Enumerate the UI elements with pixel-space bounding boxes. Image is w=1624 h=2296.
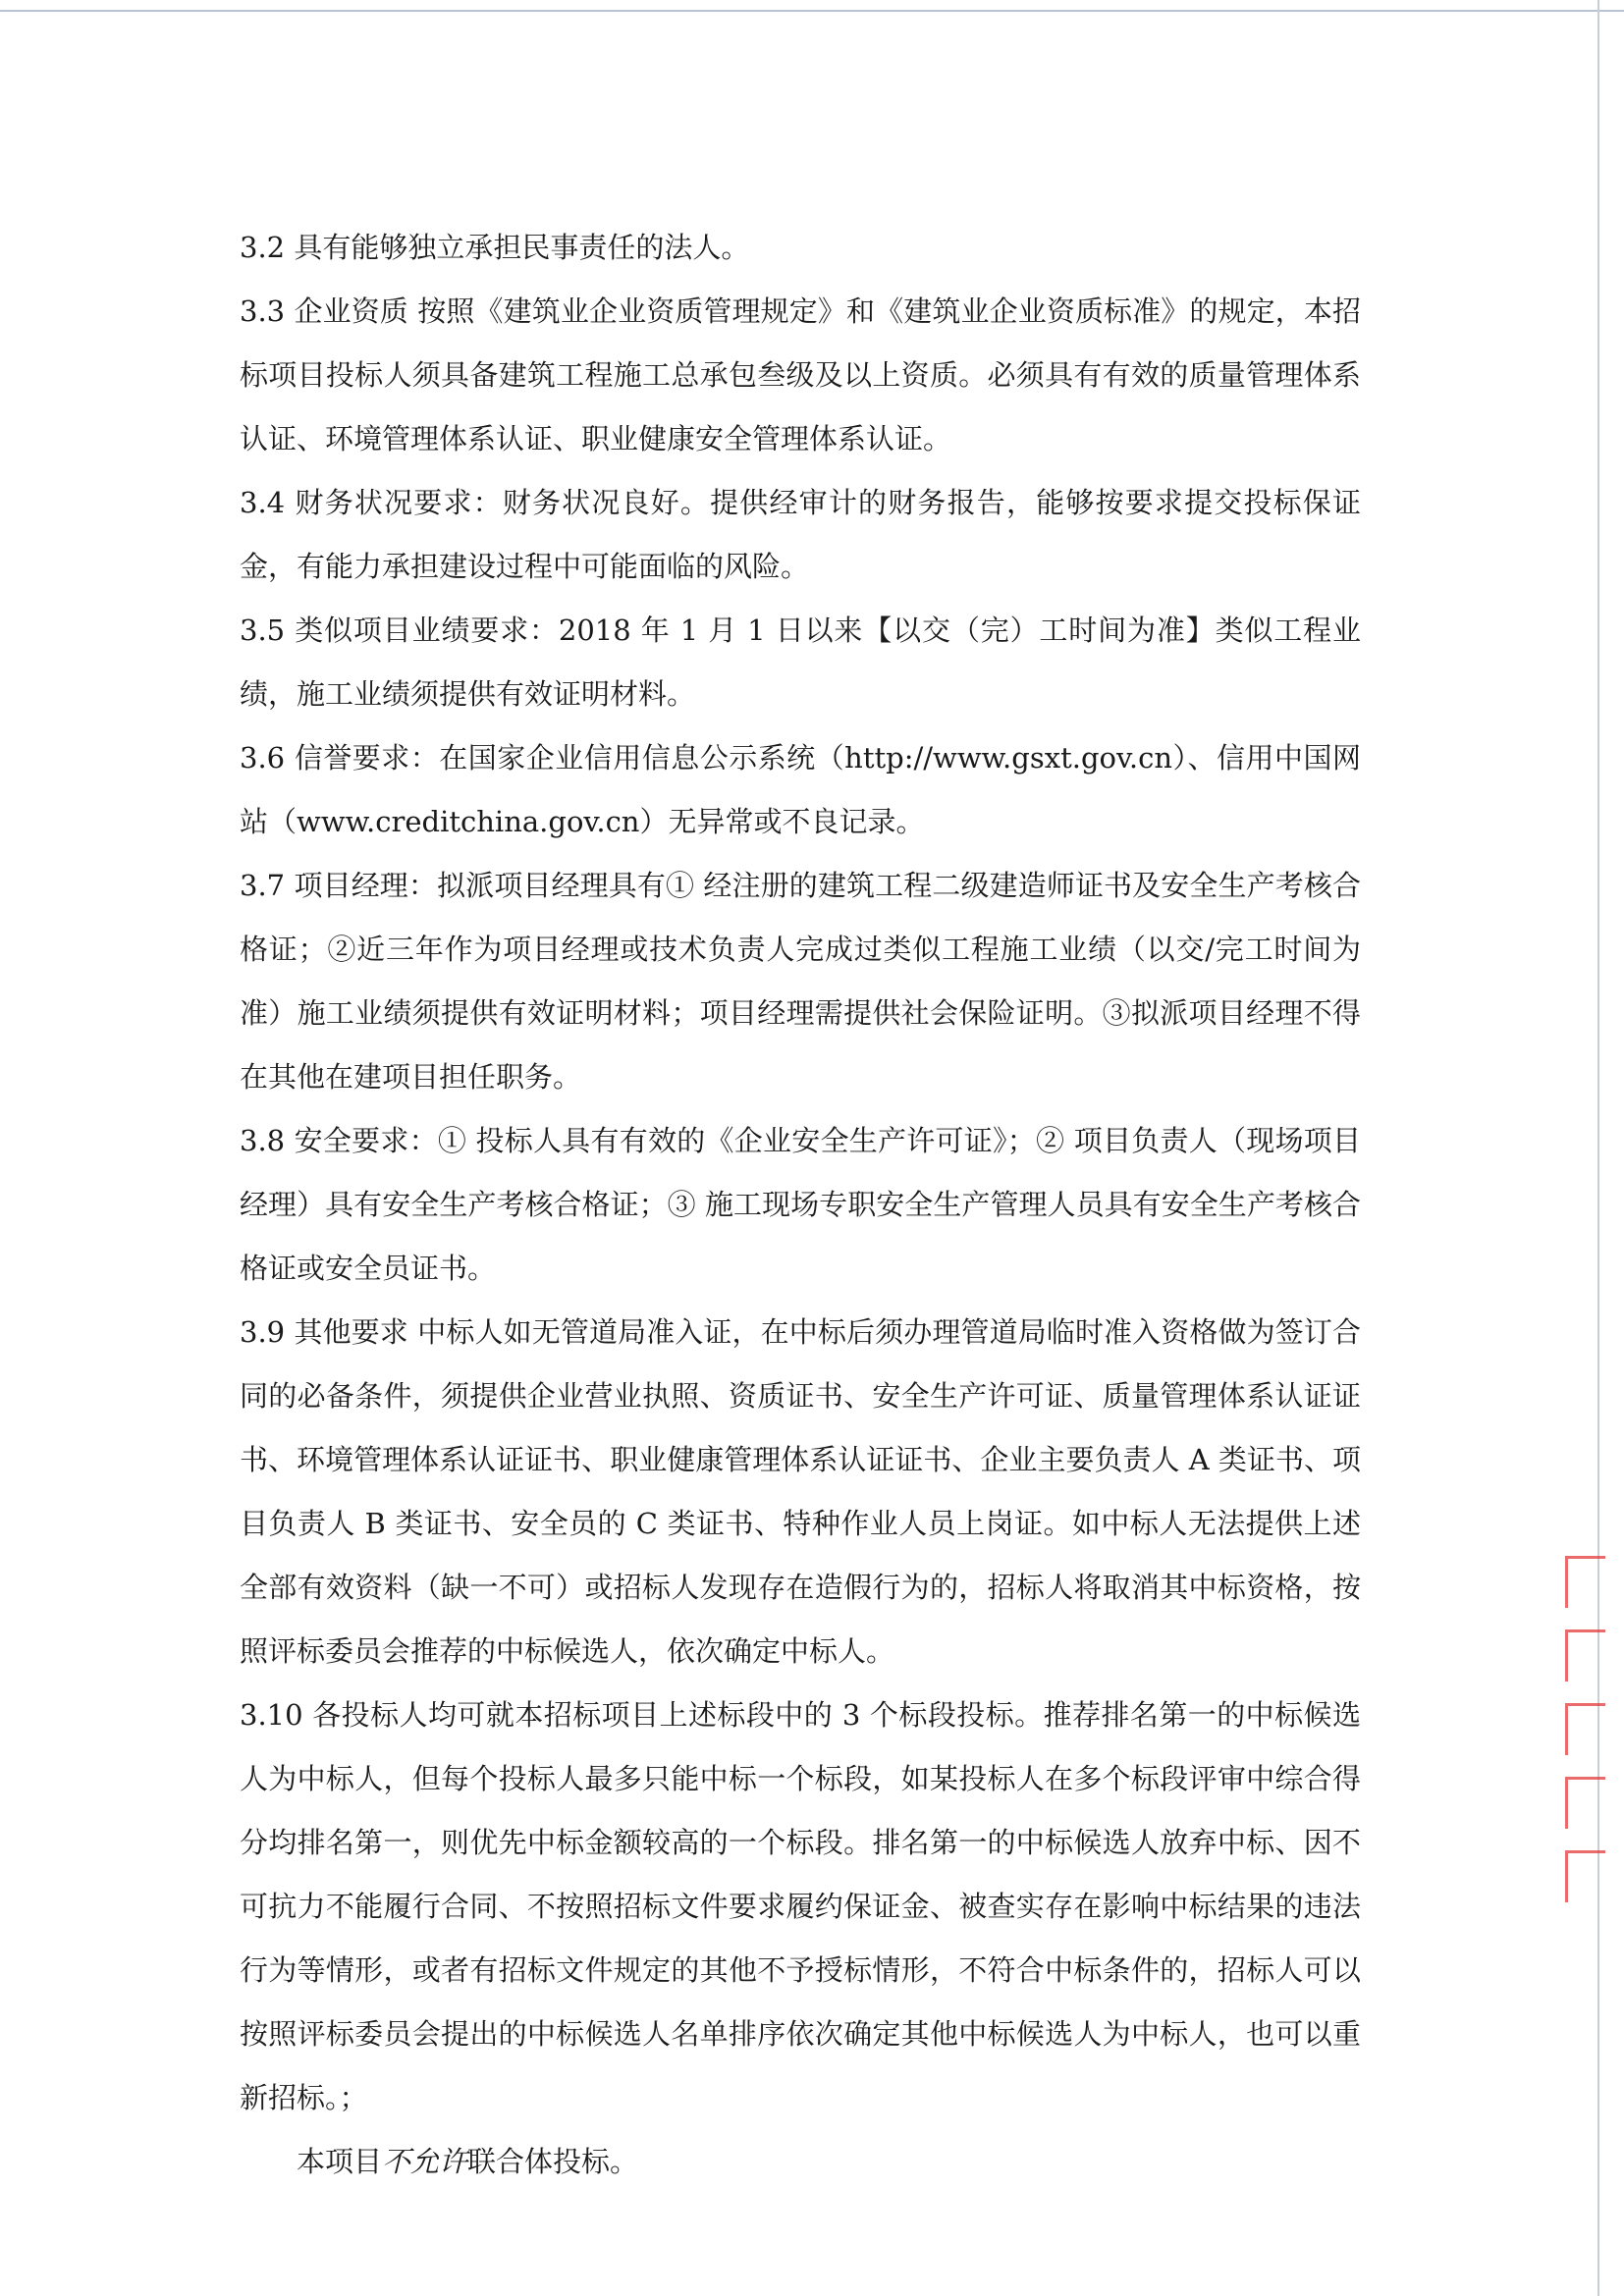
clause-3-5: 3.5 类似项目业绩要求：2018 年 1 月 1 日以来【以交（完）工时间为准】类似工程业绩，施工业绩须提供有效证明材料。	[240, 614, 1361, 711]
seal-fragment	[1565, 1629, 1605, 1682]
partial-red-seal	[1565, 1556, 1604, 1909]
seal-fragment	[1565, 1556, 1605, 1608]
scan-right-edge	[1597, 0, 1599, 2296]
document-body	[240, 216, 1361, 2194]
consortium-prefix: 本项目	[297, 2145, 383, 2178]
seal-fragment	[1565, 1703, 1605, 1755]
consortium-suffix: 联合体投标。	[467, 2145, 639, 2178]
clause-3-8: 3.8 安全要求：① 投标人具有有效的《企业安全生产许可证》；② 项目负责人（现场项目经理）具有安全生产考核合格证；③ 施工现场专职安全生产管理人员具有安全生产考核合格证或安全员证书。	[240, 1124, 1361, 1285]
clause-3-7: 3.7 项目经理：拟派项目经理具有① 经注册的建筑工程二级建造师证书及安全生产考核合格证；②近三年作为项目经理或技术负责人完成过类似工程施工业绩（以交/完工时间为准）施工业绩须提供有效证明材料；项目经理需提供社会保险证明。③拟派项目经理不得在其他在建项目担任职务。	[240, 869, 1361, 1094]
seal-fragment	[1565, 1777, 1605, 1829]
seal-fragment	[1565, 1850, 1605, 1902]
clause-3-9: 3.9 其他要求 中标人如无管道局准入证，在中标后须办理管道局临时准入资格做为签订合同的必备条件，须提供企业营业执照、资质证书、安全生产许可证、质量管理体系认证证书、环境管理体系认证证书、职业健康管理体系认证证书、企业主要负责人 A 类证书、项目负责人 B 类证书、安全员的 C 类证书、特种作业人员上岗证。如中标人无法提供上述全部有效资料（缺一不可）或招标人发现存在造假行为的，招标人将取消其中标资格，按照评标委员会推荐的中标候选人，依次确定中标人。	[240, 1315, 1361, 1668]
clause-3-10: 3.10 各投标人均可就本招标项目上述标段中的 3 个标段投标。推荐排名第一的中标候选人为中标人，但每个投标人最多只能中标一个标段，如某投标人在多个标段评审中综合得分均排名第一，则优先中标金额较高的一个标段。排名第一的中标候选人放弃中标、因不可抗力不能履行合同、不按照招标文件要求履约保证金、被查实存在影响中标结果的违法行为等情形，或者有招标文件规定的其他不予授标情形，不符合中标条件的，招标人可以按照评标委员会提出的中标候选人名单排序依次确定其他中标候选人为中标人，也可以重新招标。；	[240, 1698, 1361, 2114]
consortium-statement	[240, 2130, 1361, 2194]
clause-3-6: 3.6 信誉要求：在国家企业信用信息公示系统（http://www.gsxt.gov.cn）、信用中国网站（www.creditchina.gov.cn）无异常或不良记录。	[240, 741, 1361, 838]
clause-3-4: 3.4 财务状况要求：财务状况良好。提供经审计的财务报告，能够按要求提交投标保证金，有能力承担建设过程中可能面临的风险。	[240, 486, 1361, 583]
consortium-value: 不允许	[382, 2145, 468, 2178]
clause-3-3: 3.3 企业资质 按照《建筑业企业资质管理规定》和《建筑业企业资质标准》的规定，本招标项目投标人须具备建筑工程施工总承包叁级及以上资质。必须具有有效的质量管理体系认证、环境管理体系认证、职业健康安全管理体系认证。	[240, 294, 1361, 455]
scan-top-edge	[0, 10, 1624, 12]
clause-3-2: 3.2 具有能够独立承担民事责任的法人。	[240, 231, 750, 264]
